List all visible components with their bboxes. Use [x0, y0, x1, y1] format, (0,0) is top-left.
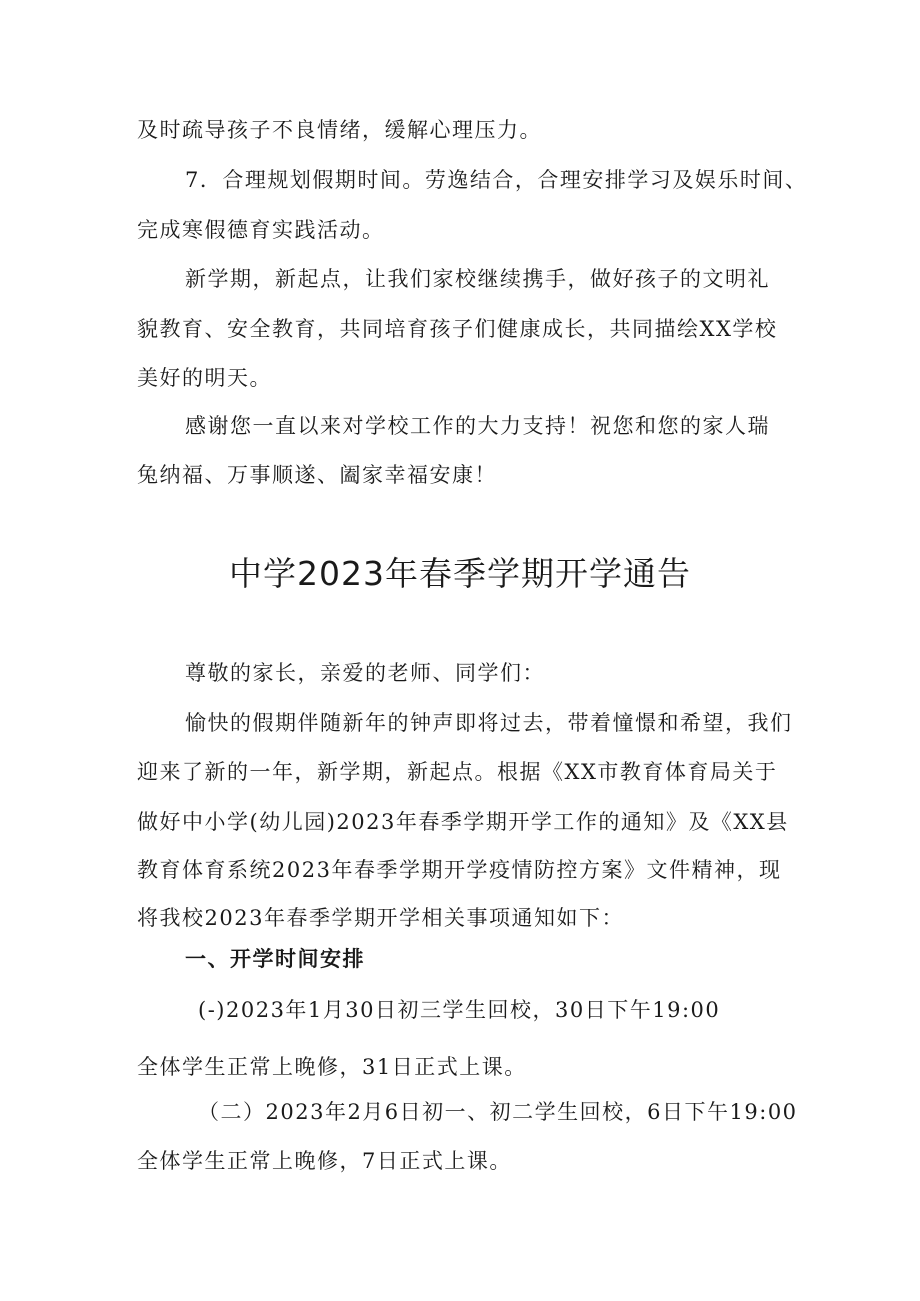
- salutation: 尊敬的家长，亲爱的老师、同学们：: [185, 661, 545, 685]
- notice-title: 中学2023年春季学期开学通告: [229, 554, 691, 593]
- list-item-line: （二）2023年2月6日初一、初二学生回校，6日下午19:00: [198, 1100, 798, 1124]
- paragraph-line: 愉快的假期伴随新年的钟声即将过去，带着憧憬和希望，我们: [185, 711, 793, 735]
- paragraph-line: 教育体育系统2023年春季学期开学疫情防控方案》文件精神，现: [137, 858, 782, 882]
- paragraph-line: 新学期，新起点，让我们家校继续携手，做好孩子的文明礼: [185, 267, 770, 291]
- paragraph-line: 感谢您一直以来对学校工作的大力支持！祝您和您的家人瑞: [185, 414, 770, 438]
- paragraph-line: 兔纳福、万事顺遂、阖家幸福安康！: [137, 463, 497, 487]
- list-item-line: (-)2023年1月30日初三学生回校，30日下午19:00: [198, 998, 721, 1022]
- paragraph-line: 及时疏导孩子不良情绪，缓解心理压力。: [137, 118, 542, 142]
- paragraph-line: 完成寒假德育实践活动。: [137, 218, 385, 242]
- list-item-line: 全体学生正常上晚修，7日正式上课。: [137, 1149, 512, 1173]
- paragraph-line: 美好的明天。: [137, 366, 272, 390]
- section-heading: 一、开学时间安排: [185, 947, 365, 971]
- paragraph-line: 做好中小学(幼儿园)2023年春季学期开学工作的通知》及《XX县: [137, 810, 789, 834]
- paragraph-line: 将我校2023年春季学期开学相关事项通知如下：: [137, 906, 624, 930]
- paragraph-line: 迎来了新的一年，新学期，新起点。根据《XX市教育体育局关于: [137, 760, 778, 784]
- list-item-line: 全体学生正常上晚修，31日正式上课。: [137, 1055, 527, 1079]
- paragraph-line: 貌教育、安全教育，共同培育孩子们健康成长，共同描绘XX学校: [137, 317, 778, 341]
- paragraph-line: 7．合理规划假期时间。劳逸结合，合理安排学习及娱乐时间、: [185, 168, 808, 192]
